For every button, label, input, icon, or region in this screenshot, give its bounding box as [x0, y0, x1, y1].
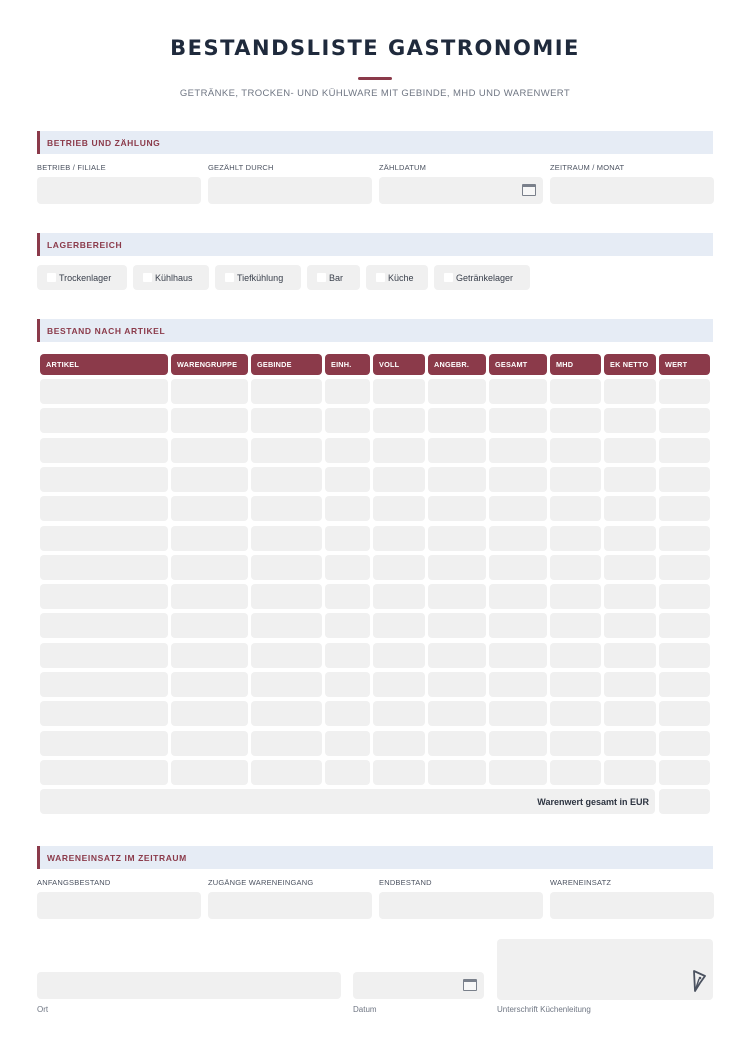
cell-einheit[interactable] — [325, 408, 370, 433]
cell-voll[interactable] — [373, 526, 425, 551]
cell-voll[interactable] — [373, 496, 425, 521]
title-divider — [358, 77, 392, 80]
cell-wert[interactable] — [659, 613, 710, 638]
label-betrieb-filiale: BETRIEB / FILIALE — [37, 163, 106, 172]
total-value-field[interactable] — [659, 789, 710, 814]
cell-gesamt[interactable] — [489, 555, 547, 580]
cell-gebinde[interactable] — [251, 379, 322, 404]
column-header-voll: VOLL — [373, 354, 425, 375]
cell-ek-netto[interactable] — [604, 760, 656, 785]
column-header-artikel: ARTIKEL — [40, 354, 168, 375]
cell-mhd[interactable] — [550, 496, 601, 521]
cell-voll[interactable] — [373, 643, 425, 668]
column-header-wert: WERT — [659, 354, 710, 375]
cell-warengruppe[interactable] — [171, 760, 248, 785]
cell-gebinde[interactable] — [251, 438, 322, 463]
checkbox[interactable] — [376, 273, 385, 282]
cell-voll[interactable] — [373, 672, 425, 697]
cell-artikel[interactable] — [40, 613, 168, 638]
cell-warengruppe[interactable] — [171, 672, 248, 697]
cell-warengruppe[interactable] — [171, 613, 248, 638]
cell-voll[interactable] — [373, 379, 425, 404]
cell-ek-netto[interactable] — [604, 701, 656, 726]
cell-angebrochen[interactable] — [428, 613, 486, 638]
cell-gebinde[interactable] — [251, 555, 322, 580]
cell-warengruppe[interactable] — [171, 643, 248, 668]
cell-wert[interactable] — [659, 496, 710, 521]
cell-artikel[interactable] — [40, 496, 168, 521]
cell-angebrochen[interactable] — [428, 643, 486, 668]
cell-mhd[interactable] — [550, 672, 601, 697]
cell-ek-netto[interactable] — [604, 467, 656, 492]
cell-wert[interactable] — [659, 584, 710, 609]
section-header-betrieb: BETRIEB UND ZÄHLUNG — [37, 131, 713, 154]
cell-einheit[interactable] — [325, 379, 370, 404]
cell-ek-netto[interactable] — [604, 438, 656, 463]
section-header-bestand: BESTAND NACH ARTIKEL — [37, 319, 713, 342]
cell-mhd[interactable] — [550, 438, 601, 463]
cell-artikel[interactable] — [40, 701, 168, 726]
cell-wert[interactable] — [659, 467, 710, 492]
datum-field[interactable] — [353, 972, 484, 999]
cell-artikel[interactable] — [40, 584, 168, 609]
cell-warengruppe[interactable] — [171, 408, 248, 433]
betrieb-filiale-field[interactable] — [37, 177, 201, 204]
cell-gesamt[interactable] — [489, 731, 547, 756]
label-endbestand: ENDBESTAND — [379, 878, 432, 887]
cell-artikel[interactable] — [40, 555, 168, 580]
gezaehlt-durch-field[interactable] — [208, 177, 372, 204]
cell-gebinde[interactable] — [251, 731, 322, 756]
cell-einheit[interactable] — [325, 555, 370, 580]
option-kuehlhaus[interactable] — [133, 265, 209, 290]
cell-wert[interactable] — [659, 526, 710, 551]
option-bar[interactable] — [307, 265, 360, 290]
cell-artikel[interactable] — [40, 760, 168, 785]
cell-gesamt[interactable] — [489, 672, 547, 697]
cell-mhd[interactable] — [550, 760, 601, 785]
cell-wert[interactable] — [659, 438, 710, 463]
label-gezaehlt-durch: GEZÄHLT DURCH — [208, 163, 274, 172]
total-label: Warenwert gesamt in EUR — [537, 796, 649, 807]
cell-wert[interactable] — [659, 555, 710, 580]
cell-wert[interactable] — [659, 643, 710, 668]
cell-mhd[interactable] — [550, 731, 601, 756]
cell-angebrochen[interactable] — [428, 467, 486, 492]
checkbox[interactable] — [225, 273, 234, 282]
cell-angebrochen[interactable] — [428, 438, 486, 463]
option-tiefkuehlung[interactable] — [215, 265, 301, 290]
cell-warengruppe[interactable] — [171, 496, 248, 521]
cell-gebinde[interactable] — [251, 701, 322, 726]
cell-voll[interactable] — [373, 760, 425, 785]
cell-mhd[interactable] — [550, 379, 601, 404]
option-label: Getränkelager — [456, 272, 514, 283]
checkbox[interactable] — [143, 273, 152, 282]
cell-ek-netto[interactable] — [604, 672, 656, 697]
cell-gesamt[interactable] — [489, 760, 547, 785]
cell-warengruppe[interactable] — [171, 584, 248, 609]
cell-einheit[interactable] — [325, 438, 370, 463]
cell-angebrochen[interactable] — [428, 526, 486, 551]
cell-voll[interactable] — [373, 584, 425, 609]
cell-einheit[interactable] — [325, 731, 370, 756]
cell-artikel[interactable] — [40, 731, 168, 756]
cell-ek-netto[interactable] — [604, 526, 656, 551]
datum-label: Datum — [353, 1005, 377, 1014]
option-label: Tiefkühlung — [237, 272, 284, 283]
cell-gesamt[interactable] — [489, 467, 547, 492]
cell-wert[interactable] — [659, 379, 710, 404]
cell-ek-netto[interactable] — [604, 408, 656, 433]
cell-wert[interactable] — [659, 731, 710, 756]
checkbox[interactable] — [444, 273, 453, 282]
cell-gesamt[interactable] — [489, 379, 547, 404]
cell-gesamt[interactable] — [489, 584, 547, 609]
cell-angebrochen[interactable] — [428, 555, 486, 580]
checkbox[interactable] — [47, 273, 56, 282]
cell-einheit[interactable] — [325, 613, 370, 638]
pen-icon — [691, 970, 707, 992]
cell-gebinde[interactable] — [251, 672, 322, 697]
cell-wert[interactable] — [659, 701, 710, 726]
cell-mhd[interactable] — [550, 555, 601, 580]
cell-gesamt[interactable] — [489, 438, 547, 463]
cell-voll[interactable] — [373, 731, 425, 756]
label-zeitraum-monat: ZEITRAUM / MONAT — [550, 163, 625, 172]
cell-angebrochen[interactable] — [428, 379, 486, 404]
cell-gesamt[interactable] — [489, 701, 547, 726]
cell-artikel[interactable] — [40, 438, 168, 463]
cell-gebinde[interactable] — [251, 613, 322, 638]
cell-einheit[interactable] — [325, 701, 370, 726]
cell-voll[interactable] — [373, 438, 425, 463]
cell-wert[interactable] — [659, 760, 710, 785]
cell-wert[interactable] — [659, 672, 710, 697]
ort-field[interactable] — [37, 972, 341, 999]
option-trockenlager[interactable] — [37, 265, 127, 290]
cell-mhd[interactable] — [550, 526, 601, 551]
cell-ek-netto[interactable] — [604, 496, 656, 521]
column-header-gebinde: GEBINDE — [251, 354, 322, 375]
cell-artikel[interactable] — [40, 526, 168, 551]
cell-ek-netto[interactable] — [604, 731, 656, 756]
cell-gebinde[interactable] — [251, 760, 322, 785]
option-kueche[interactable] — [366, 265, 428, 290]
cell-gesamt[interactable] — [489, 496, 547, 521]
column-header-gesamt: GESAMT — [489, 354, 547, 375]
cell-artikel[interactable] — [40, 672, 168, 697]
ort-label: Ort — [37, 1005, 49, 1014]
cell-gebinde[interactable] — [251, 496, 322, 521]
cell-artikel[interactable] — [40, 643, 168, 668]
cell-voll[interactable] — [373, 467, 425, 492]
cell-ek-netto[interactable] — [604, 555, 656, 580]
cell-voll[interactable] — [373, 408, 425, 433]
cell-warengruppe[interactable] — [171, 701, 248, 726]
cell-artikel[interactable] — [40, 379, 168, 404]
cell-gebinde[interactable] — [251, 526, 322, 551]
zeitraum-monat-field[interactable] — [550, 177, 714, 204]
cell-ek-netto[interactable] — [604, 584, 656, 609]
cell-einheit[interactable] — [325, 672, 370, 697]
page-subtitle: GETRÄNKE, TROCKEN- UND KÜHLWARE MIT GEBINDE, MHD UND WARENWERT — [179, 88, 571, 99]
cell-angebrochen[interactable] — [428, 496, 486, 521]
section-header-wareneinsatz: WARENEINSATZ IM ZEITRAUM — [37, 846, 713, 869]
column-header-ek-netto: EK NETTO — [604, 354, 656, 375]
cell-voll[interactable] — [373, 555, 425, 580]
cell-angebrochen[interactable] — [428, 731, 486, 756]
section-header-lagerbereich: LAGERBEREICH — [37, 233, 713, 256]
option-label: Kühlhaus — [155, 272, 193, 283]
cell-mhd[interactable] — [550, 584, 601, 609]
cell-gesamt[interactable] — [489, 643, 547, 668]
cell-ek-netto[interactable] — [604, 643, 656, 668]
cell-einheit[interactable] — [325, 760, 370, 785]
cell-voll[interactable] — [373, 701, 425, 726]
cell-einheit[interactable] — [325, 526, 370, 551]
cell-angebrochen[interactable] — [428, 701, 486, 726]
cell-einheit[interactable] — [325, 467, 370, 492]
endbestand-field[interactable] — [379, 892, 543, 919]
cell-warengruppe[interactable] — [171, 555, 248, 580]
cell-warengruppe[interactable] — [171, 526, 248, 551]
label-zaehldatum: ZÄHLDATUM — [379, 163, 427, 172]
cell-gebinde[interactable] — [251, 643, 322, 668]
cell-gebinde[interactable] — [251, 467, 322, 492]
total-row — [40, 789, 655, 814]
cell-angebrochen[interactable] — [428, 760, 486, 785]
cell-voll[interactable] — [373, 613, 425, 638]
column-header-einheit: EINH. — [325, 354, 370, 375]
cell-warengruppe[interactable] — [171, 731, 248, 756]
cell-gebinde[interactable] — [251, 584, 322, 609]
label-zugaenge-wareneingang: ZUGÄNGE WARENEINGANG — [208, 878, 314, 887]
cell-artikel[interactable] — [40, 408, 168, 433]
cell-warengruppe[interactable] — [171, 438, 248, 463]
label-anfangsbestand: ANFANGSBESTAND — [37, 878, 111, 887]
wareneinsatz-field[interactable] — [550, 892, 714, 919]
zaehldatum-field[interactable] — [379, 177, 543, 204]
cell-warengruppe[interactable] — [171, 467, 248, 492]
option-label: Küche — [388, 272, 414, 283]
cell-angebrochen[interactable] — [428, 672, 486, 697]
cell-wert[interactable] — [659, 408, 710, 433]
column-header-angebrochen: ANGEBR. — [428, 354, 486, 375]
calendar-icon[interactable] — [463, 979, 477, 991]
anfangsbestand-field[interactable] — [37, 892, 201, 919]
cell-mhd[interactable] — [550, 408, 601, 433]
option-label: Trockenlager — [59, 272, 112, 283]
cell-warengruppe[interactable] — [171, 379, 248, 404]
cell-mhd[interactable] — [550, 701, 601, 726]
option-label: Bar — [329, 272, 344, 283]
cell-gebinde[interactable] — [251, 408, 322, 433]
cell-einheit[interactable] — [325, 496, 370, 521]
cell-mhd[interactable] — [550, 467, 601, 492]
checkbox[interactable] — [317, 273, 326, 282]
signature-label: Unterschrift Küchenleitung — [497, 1005, 591, 1014]
cell-ek-netto[interactable] — [604, 613, 656, 638]
page-title: BESTANDSLISTE GASTRONOMIE — [170, 36, 580, 60]
cell-artikel[interactable] — [40, 467, 168, 492]
calendar-icon[interactable] — [522, 184, 536, 196]
cell-einheit[interactable] — [325, 643, 370, 668]
column-header-mhd: MHD — [550, 354, 601, 375]
cell-einheit[interactable] — [325, 584, 370, 609]
signature-field[interactable] — [497, 939, 713, 1000]
column-header-warengruppe: WARENGRUPPE — [171, 354, 248, 375]
cell-angebrochen[interactable] — [428, 408, 486, 433]
zugaenge-wareneingang-field[interactable] — [208, 892, 372, 919]
cell-angebrochen[interactable] — [428, 584, 486, 609]
cell-ek-netto[interactable] — [604, 379, 656, 404]
cell-mhd[interactable] — [550, 643, 601, 668]
cell-gesamt[interactable] — [489, 526, 547, 551]
cell-mhd[interactable] — [550, 613, 601, 638]
cell-gesamt[interactable] — [489, 613, 547, 638]
option-getraenkelager[interactable] — [434, 265, 530, 290]
cell-gesamt[interactable] — [489, 408, 547, 433]
label-wareneinsatz: WARENEINSATZ — [550, 878, 612, 887]
